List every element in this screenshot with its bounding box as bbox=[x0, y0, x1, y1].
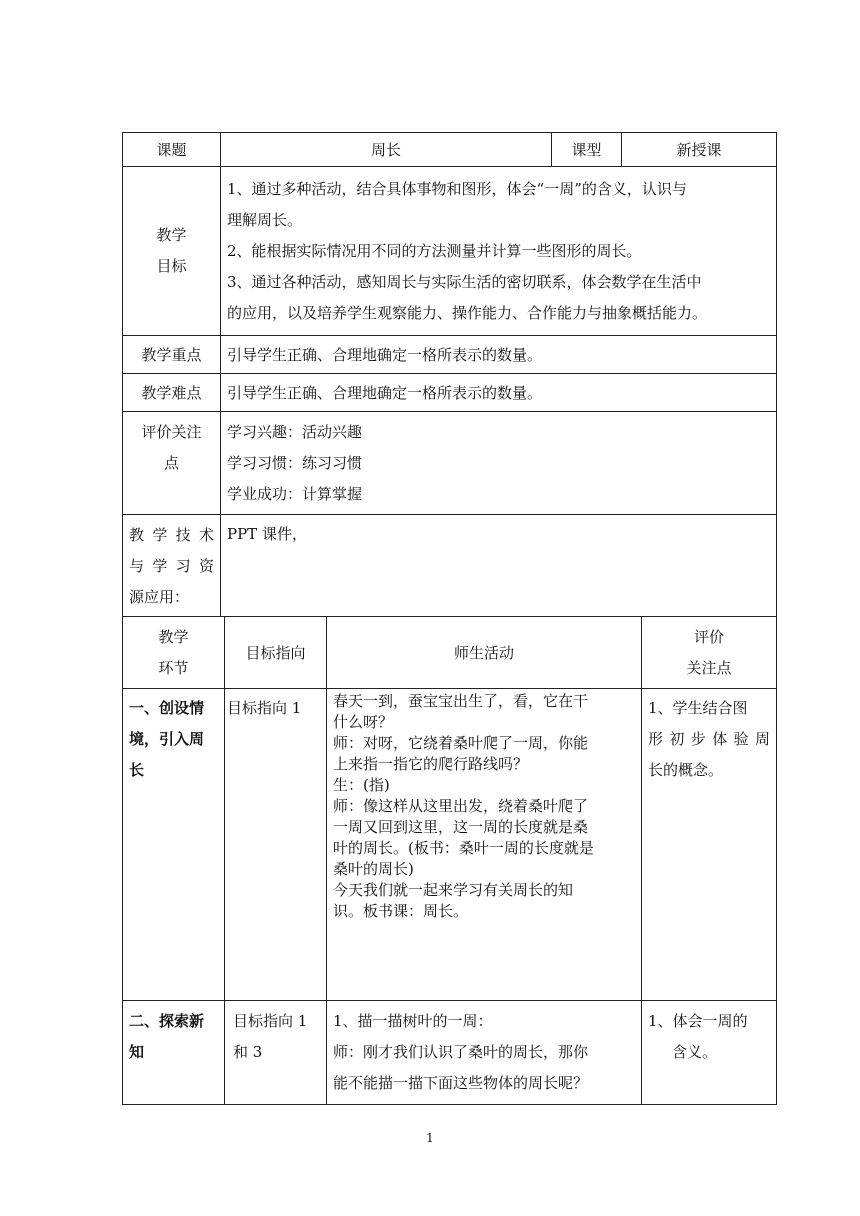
evaluation-cell: 1、体会一周的 含义。 bbox=[642, 1001, 777, 1105]
activity-cell: 1、描一描树叶的一周： 师：刚才我们认识了桑叶的周长，那你 能不能描一描下面这些物体的周长呢？ bbox=[327, 1001, 642, 1105]
evaluation-header: 评价 关注点 bbox=[642, 617, 777, 689]
technology-row bbox=[123, 515, 777, 617]
activity-cell: 春天一到，蚕宝宝出生了，看，它在干 什么呀？ 师：对呀，它绕着桑叶爬了一周，你能 上来指一指它的爬行路线吗？ 生：(指) 师：像这样从这里出发，绕着桑叶爬了 一周又回到这里，这一周的长度就是桑 叶的周长。(板书：桑叶一周的长度就是 桑叶的周长) 今天我们就一起来学习有关周长的知 识。板书课：周长。 bbox=[327, 689, 642, 1001]
process-header-row bbox=[123, 617, 777, 689]
target-cell: 目标指向 1 和 3 bbox=[225, 1001, 327, 1105]
topic-row bbox=[123, 133, 777, 167]
technology-label: 教学技术 与学习资 源应用： bbox=[123, 515, 221, 617]
difficulty-value: 引导学生正确、合理地确定一格所表示的数量。 bbox=[221, 374, 777, 412]
evaluation-line: 学业成功：计算掌握 bbox=[227, 485, 363, 503]
technology-value: PPT 课件， bbox=[221, 515, 777, 617]
target-cell: 目标指向 1 bbox=[225, 689, 327, 1001]
evaluation-label: 评价关注 点 bbox=[123, 412, 221, 515]
evaluation-line: 学习习惯：练习习惯 bbox=[227, 454, 363, 472]
evaluation-line: 学习兴趣：活动兴趣 bbox=[227, 423, 363, 441]
topic-label: 课题 bbox=[123, 133, 221, 167]
goal-line: 1、通过多种活动，结合具体事物和图形，体会“一周”的含义，认识与 bbox=[227, 179, 687, 198]
key-point-row bbox=[123, 336, 777, 374]
goal-line: 理解周长。 bbox=[227, 210, 303, 229]
stage-cell: 二、探索新 知 bbox=[123, 1001, 225, 1105]
goals-content bbox=[221, 167, 777, 336]
stage-header: 教学 环节 bbox=[123, 617, 225, 689]
key-point-value: 引导学生正确、合理地确定一格所表示的数量。 bbox=[221, 336, 777, 374]
topic-value: 周长 bbox=[221, 133, 552, 167]
stage-cell: 一、创设情 境，引入周 长 bbox=[123, 689, 225, 1001]
evaluation-content bbox=[221, 412, 777, 515]
type-value: 新授课 bbox=[622, 133, 777, 167]
process-row-2 bbox=[123, 1001, 777, 1105]
target-header: 目标指向 bbox=[225, 617, 327, 689]
goal-line: 3、通过各种活动，感知周长与实际生活的密切联系，体会数学在生活中 bbox=[227, 272, 702, 291]
activity-header: 师生活动 bbox=[327, 617, 642, 689]
difficulty-row bbox=[123, 374, 777, 412]
page-number: 1 bbox=[426, 1131, 434, 1145]
evaluation-cell: 1、学生结合图 形初步体验周 长的概念。 bbox=[642, 689, 777, 1001]
goal-line: 的应用，以及培养学生观察能力、操作能力、合作能力与抽象概括能力。 bbox=[227, 303, 708, 322]
type-label: 课型 bbox=[552, 133, 622, 167]
goals-row bbox=[123, 167, 777, 336]
evaluation-row bbox=[123, 412, 777, 515]
teaching-process-table bbox=[122, 616, 777, 1105]
goals-label: 教学 目标 bbox=[123, 167, 221, 336]
goal-line: 2、能根据实际情况用不同的方法测量并计算一些图形的周长。 bbox=[227, 241, 642, 260]
lesson-plan-table bbox=[122, 132, 777, 617]
key-point-label: 教学重点 bbox=[123, 336, 221, 374]
difficulty-label: 教学难点 bbox=[123, 374, 221, 412]
process-row-1 bbox=[123, 689, 777, 1001]
